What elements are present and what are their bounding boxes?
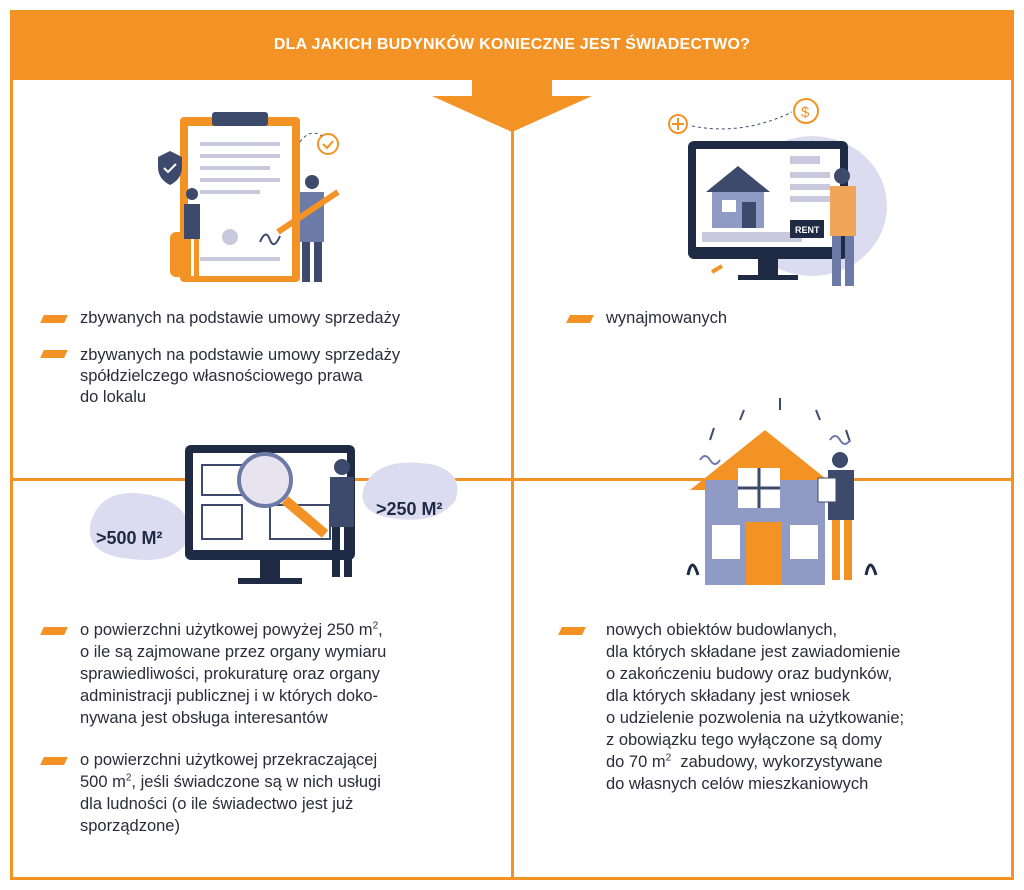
new-text-b: zabudowy, wykorzystywane <box>671 753 883 771</box>
area-2-text-a: 500 m <box>80 773 126 791</box>
list-item-new-line3: o zakończeniu budowy oraz budynków, <box>606 665 893 683</box>
superscript: 2 <box>665 752 672 764</box>
new-text-a: do 70 m <box>606 753 666 771</box>
page-title: DLA JAKICH BUDYNKÓW KONIECZNE JEST ŚWIADECTWO? <box>273 36 751 53</box>
list-item-new-line4: dla których składany jest wniosek <box>606 687 850 705</box>
area-label-500: >500 M² <box>96 528 163 548</box>
superscript: 2 <box>372 620 379 632</box>
list-item-sale-2-line3: do lokalu <box>80 388 147 406</box>
dollar-icon: $ <box>801 104 810 121</box>
header-bar <box>10 10 1014 80</box>
bullet-marker <box>40 627 68 635</box>
list-item-new-line2: dla których składane jest zawiadomienie <box>606 643 901 661</box>
area-1-text-b: , <box>378 621 383 639</box>
rent-illustration <box>662 96 892 286</box>
list-item-area-1-line1 <box>80 620 383 641</box>
bullet-marker <box>40 350 68 358</box>
list-item-area-2-line2 <box>80 772 381 793</box>
list-item-area-2-line4: sporządzone) <box>80 817 180 835</box>
list-item-area-2-line3: dla ludności (o ile świadectwo jest już <box>80 795 354 813</box>
list-item-area-1-line4: administracji publicznej i w których doko- <box>80 687 379 705</box>
list-item-rent: wynajmowanych <box>606 309 728 327</box>
list-item-new-line6: z obowiązku tego wyłączone są domy <box>606 731 883 749</box>
bullet-marker <box>566 315 594 323</box>
list-item-new-line7 <box>606 752 883 773</box>
list-item-sale-1: zbywanych na podstawie umowy sprzedaży <box>80 309 401 327</box>
list-item-new-line8: do własnych celów mieszkaniowych <box>606 775 869 793</box>
bullet-marker <box>558 627 586 635</box>
new-house-illustration <box>680 380 880 590</box>
list-item-area-1-line3: sprawiedliwości, prokuraturę oraz organy <box>80 665 380 683</box>
superscript: 2 <box>125 772 132 784</box>
list-item-sale-2-line1: zbywanych na podstawie umowy sprzedaży <box>80 346 401 364</box>
area-label-250: >250 M² <box>376 499 443 519</box>
area-2-text-b: , jeśli świadczone są w nich usługi <box>131 773 381 791</box>
bullet-marker <box>40 315 68 323</box>
bullet-marker <box>40 757 68 765</box>
list-item-sale-2-line2: spółdzielczego własnościowego prawa <box>80 367 363 385</box>
list-item-area-2-line1: o powierzchni użytkowej przekraczającej <box>80 751 378 769</box>
area-1-text-a: o powierzchni użytkowej powyżej 250 m <box>80 621 373 639</box>
list-item-new-line5: o udzielenie pozwolenia na użytkowanie; <box>606 709 905 727</box>
contract-illustration <box>150 112 370 287</box>
list-item-new-line1: nowych obiektów budowlanych, <box>606 621 838 639</box>
list-item-area-1-line5: nywana jest obsługa interesantów <box>80 709 328 727</box>
rent-sign-text: RENT <box>795 225 820 235</box>
list-item-area-1-line2: o ile są zajmowane przez organy wymiaru <box>80 643 387 661</box>
